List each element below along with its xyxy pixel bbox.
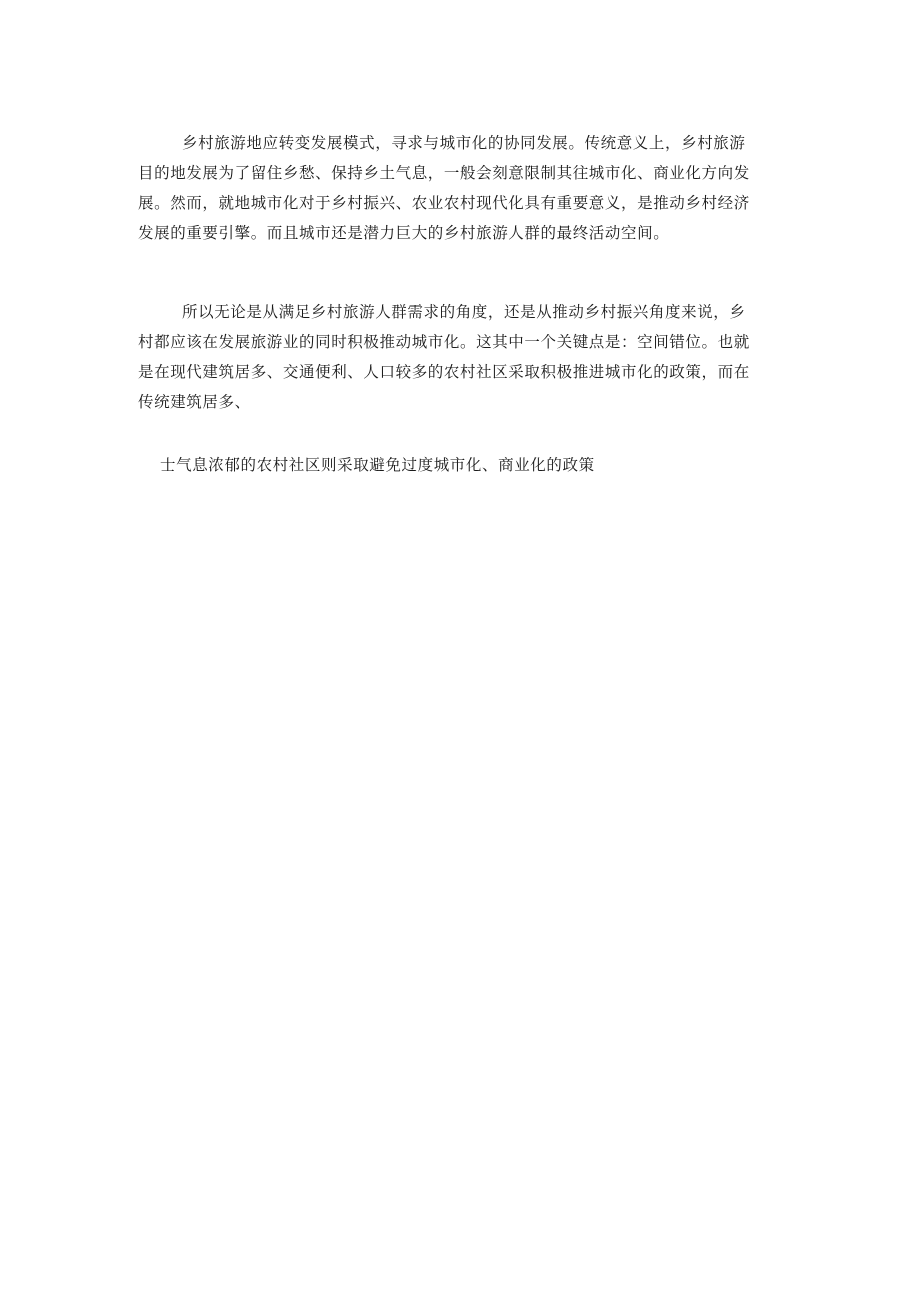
paragraph-1 xyxy=(138,128,778,248)
paragraph-1-line-3: 展。然而，就地城市化对于乡村振兴、农业农村现代化具有重要意义，是推动乡村经济 xyxy=(138,194,750,212)
paragraph-2 xyxy=(138,297,778,417)
paragraph-2-line-4: 传统建筑居多、 xyxy=(138,393,251,411)
paragraph-2-line-1: 所以无论是从满足乡村旅游人群需求的角度，还是从推动乡村振兴角度来说，乡 xyxy=(182,303,746,321)
paragraph-1-line-1: 乡村旅游地应转变发展模式，寻求与城市化的协同发展。传统意义上，乡村旅游 xyxy=(182,134,746,152)
fragment-line: 士气息浓郁的农村社区则采取避免过度城市化、商业化的政策 xyxy=(160,456,595,474)
paragraph-2-line-3: 是在现代建筑居多、交通便利、人口较多的农村社区采取积极推进城市化的政策，而在 xyxy=(138,363,750,381)
paragraph-2-line-2: 村都应该在发展旅游业的同时积极推动城市化。这其中一个关键点是：空间错位。也就 xyxy=(138,333,750,351)
paragraph-1-line-4: 发展的重要引擎。而且城市还是潜力巨大的乡村旅游人群的最终活动空间。 xyxy=(138,224,670,242)
paragraph-1-line-2: 目的地发展为了留住乡愁、保持乡土气息，一般会刻意限制其往城市化、商业化方向发 xyxy=(138,164,750,182)
